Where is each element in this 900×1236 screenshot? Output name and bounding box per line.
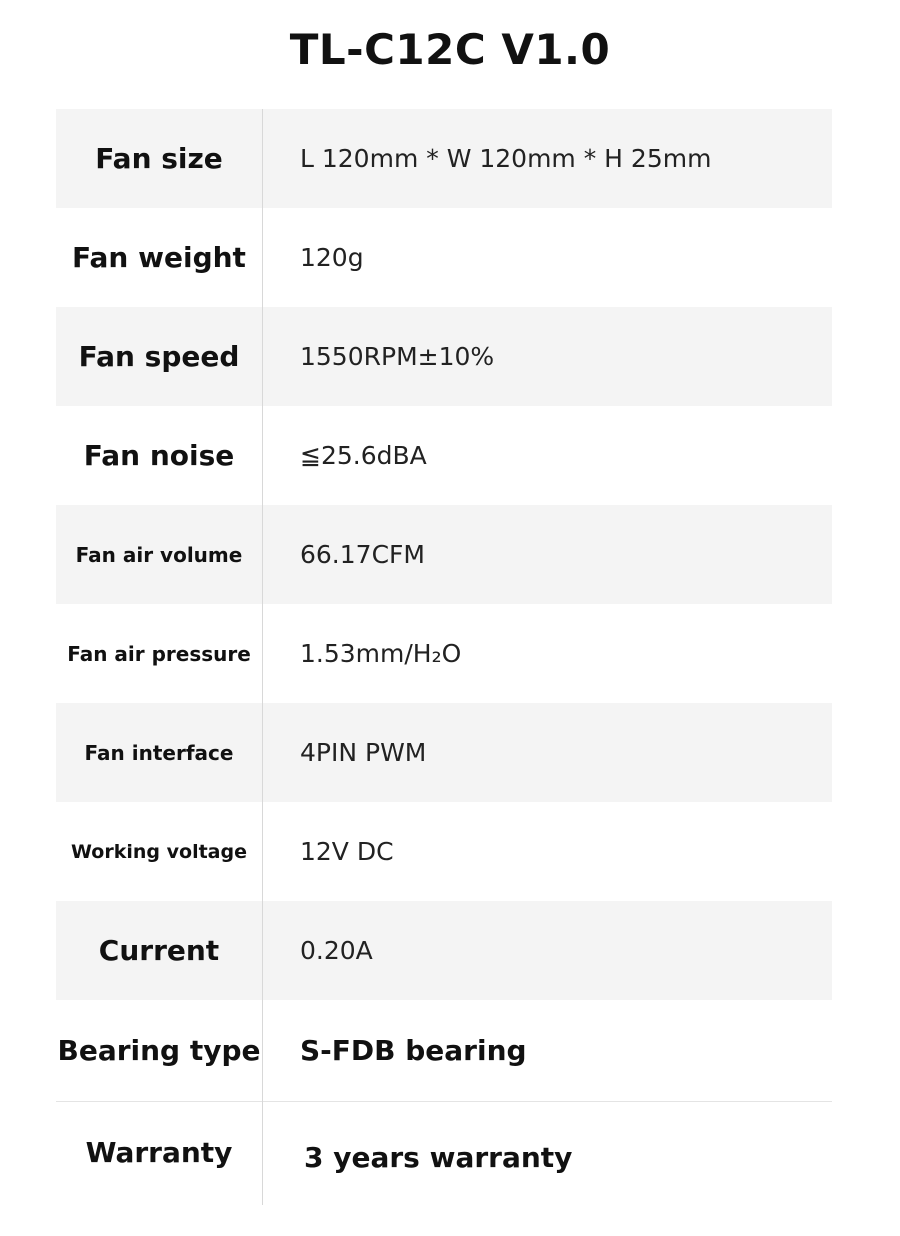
spec-value: L 120mm * W 120mm * H 25mm [300, 144, 712, 173]
spec-row-fan-weight [56, 208, 832, 307]
spec-value: 4PIN PWM [300, 738, 427, 767]
spec-label: Fan interface [84, 740, 234, 765]
spec-value: 0.20A [300, 936, 373, 965]
column-divider [262, 109, 263, 1205]
spec-row-working-voltage [56, 802, 832, 901]
spec-table [56, 109, 832, 1202]
spec-row-current [56, 901, 832, 1000]
page-title: TL-C12C V1.0 [289, 25, 611, 74]
spec-value: 1.53mm/H₂O [300, 639, 462, 668]
spec-label: Fan weight [72, 241, 246, 274]
spec-label: Fan air pressure [67, 641, 251, 666]
spec-label: Fan air volume [75, 542, 243, 567]
spec-row-warranty [56, 1101, 832, 1202]
spec-row-fan-interface [56, 703, 832, 802]
spec-value: 1550RPM±10% [300, 342, 495, 371]
spec-label: Current [98, 934, 220, 967]
spec-row-fan-speed [56, 307, 832, 406]
spec-row-fan-size [56, 109, 832, 208]
spec-row-fan-noise [56, 406, 832, 505]
spec-label: Bearing type [57, 1034, 261, 1067]
spec-value: S-FDB bearing [300, 1034, 527, 1067]
spec-value: ≦25.6dBA [300, 441, 427, 470]
spec-label: Working voltage [71, 840, 247, 863]
spec-value: 12V DC [300, 837, 394, 866]
spec-value: 66.17CFM [300, 540, 425, 569]
spec-label: Fan speed [78, 340, 240, 373]
spec-label: Fan size [95, 142, 223, 175]
spec-label: Warranty [85, 1135, 233, 1169]
spec-row-bearing-type [56, 1000, 832, 1101]
spec-value: 120g [300, 243, 364, 272]
spec-value: 3 years warranty [304, 1140, 573, 1174]
spec-label: Fan noise [83, 439, 235, 472]
spec-row-fan-air-volume [56, 505, 832, 604]
spec-row-fan-air-pressure [56, 604, 832, 703]
